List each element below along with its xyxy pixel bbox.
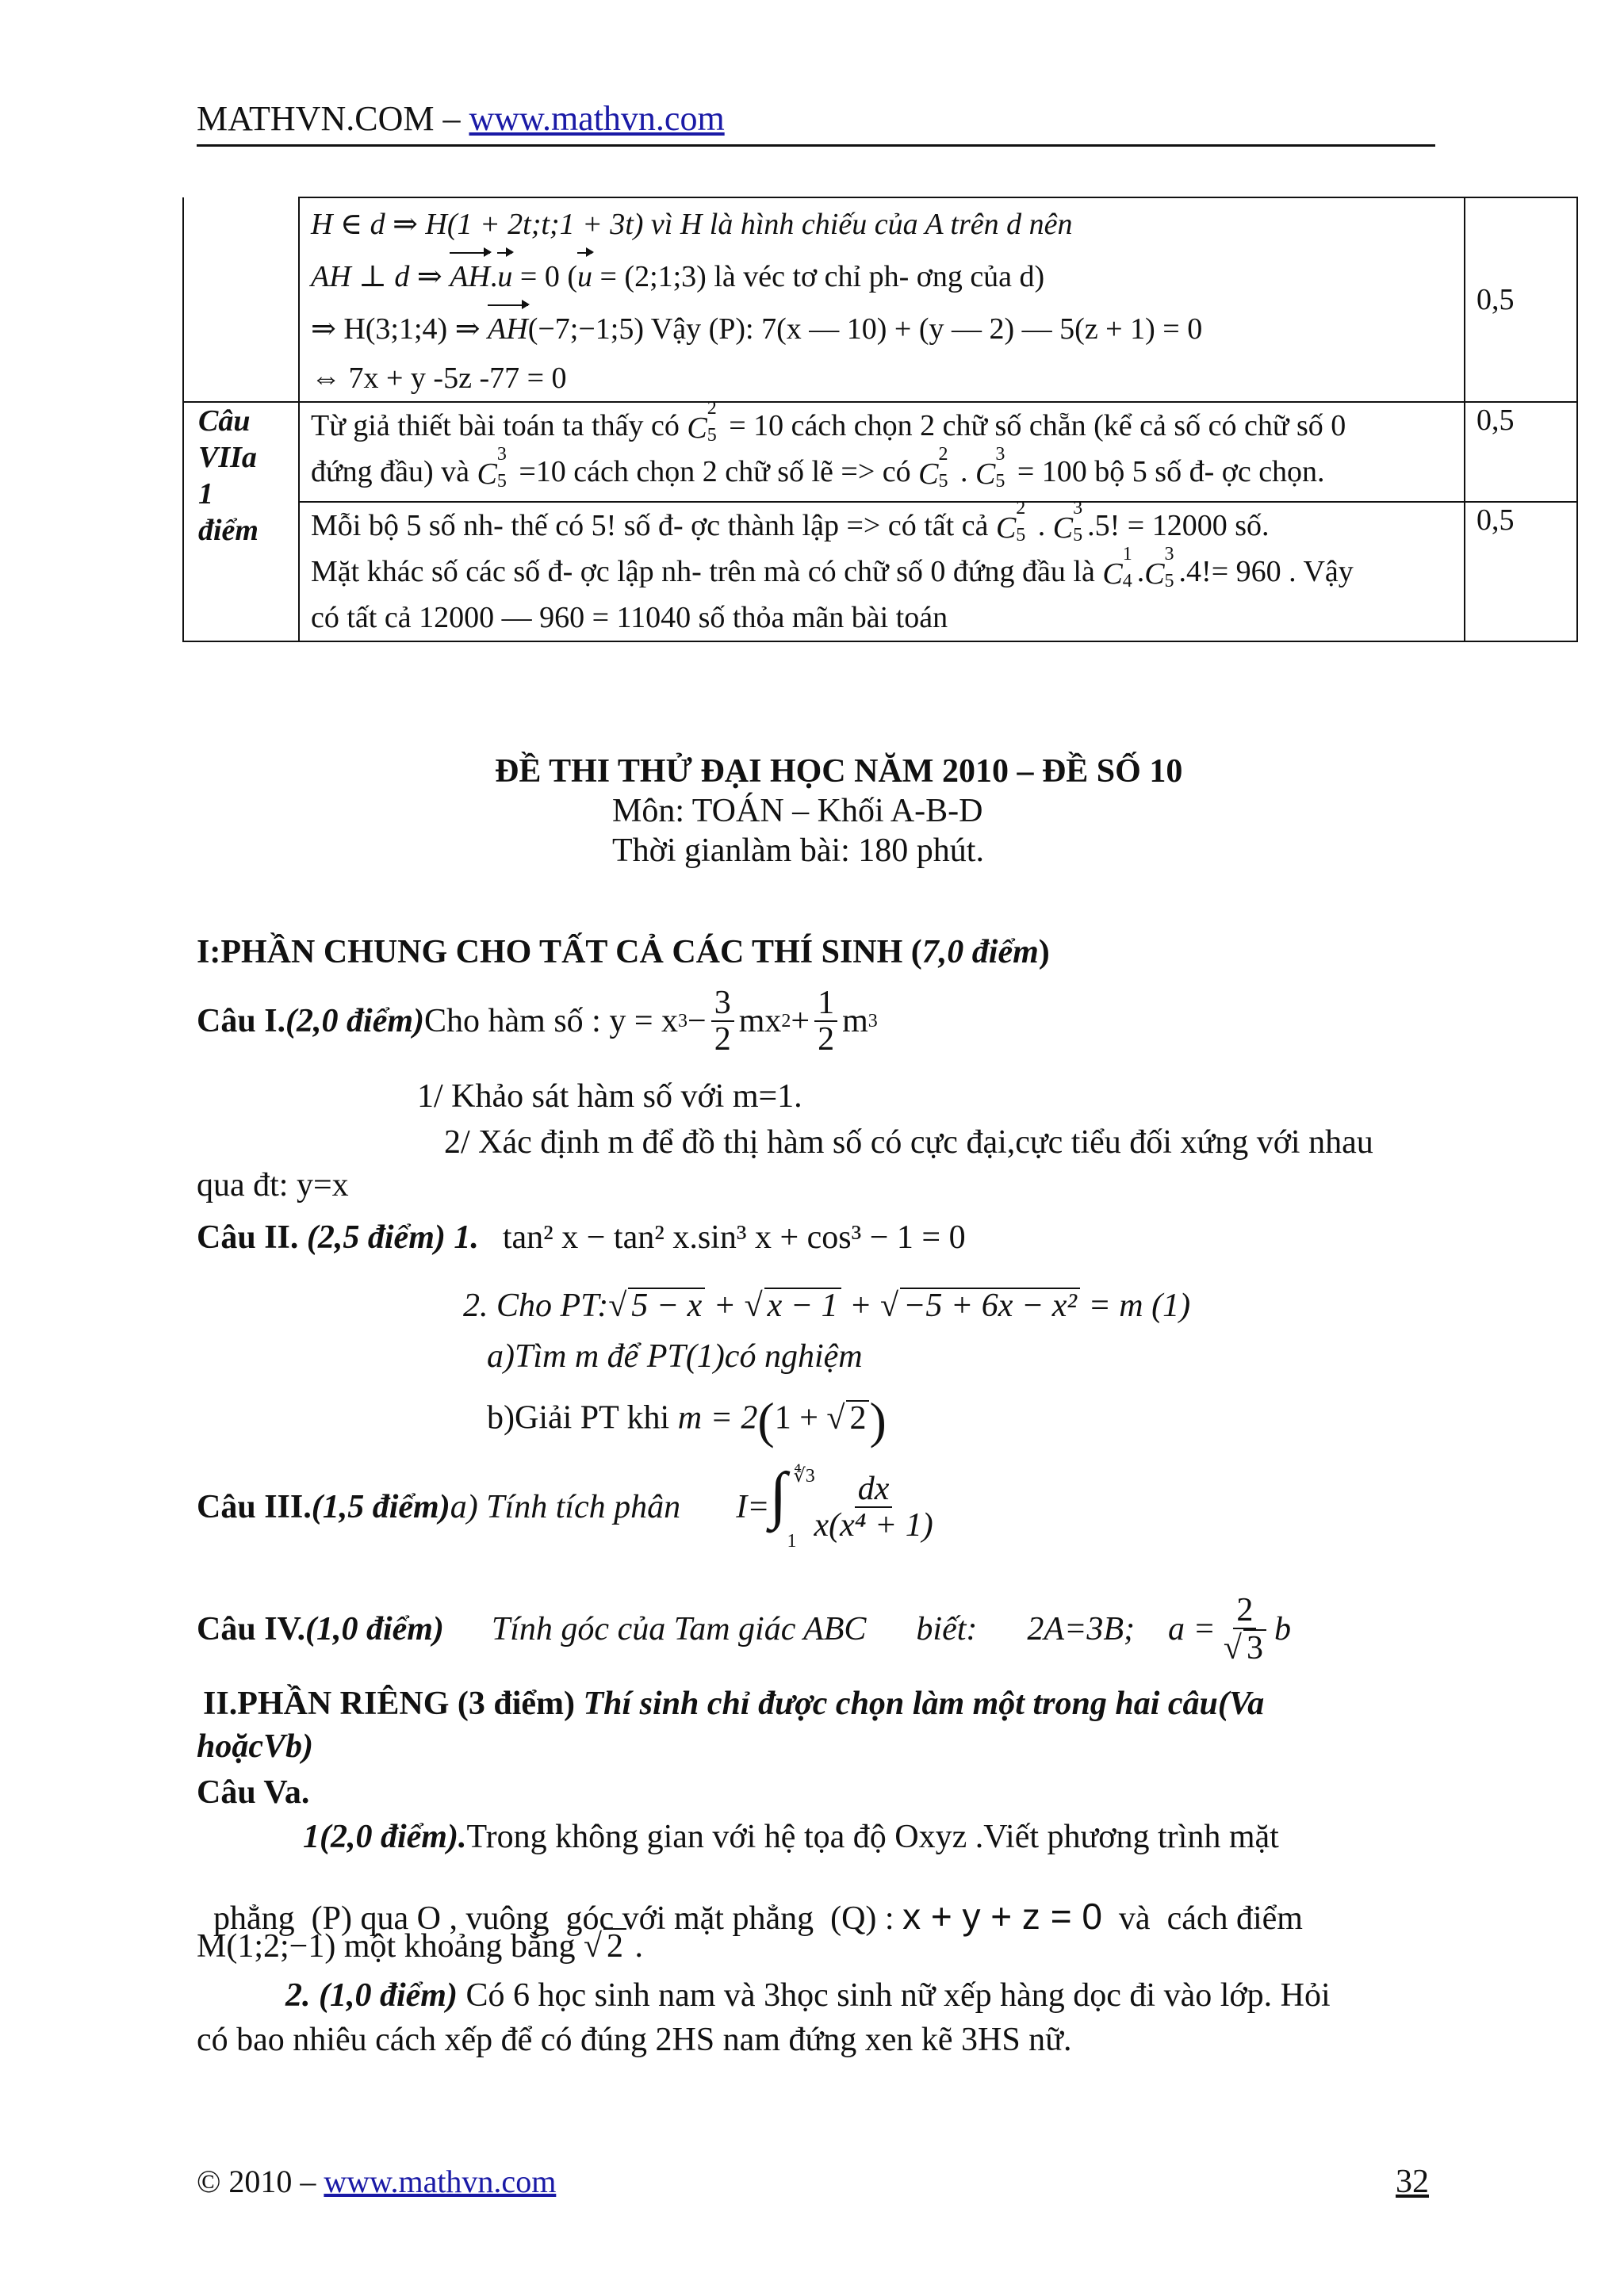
va-question-1-line2: phẳng (P) qua O , vuông góc với mặt phẳng (Q) : x + y + z = 0 và cách điểm	[213, 1896, 1303, 1937]
va-question-2: 2. (1,0 điểm) Có 6 học sinh nam và 3học sinh nữ xếp hàng dọc đi vào lớp. Hỏi	[285, 1977, 1331, 2014]
solution-line: H ∈ d ⇒ H(1 + 2t;t;1 + 3t) vì H là hình chiếu của A trên d nên	[311, 208, 1073, 241]
solution-line: Từ giả thiết bài toán ta thấy có C 2 5 = 10 cách chọn 2 chữ số chẵn (kể cả số có chữ số 0	[311, 398, 1346, 446]
table-row	[183, 402, 1577, 502]
solution-line: ⇒ H(3;1;4) ⇒ AH(−7;−1;5) Vậy (P): 7(x — 10) + (y — 2) — 5(z + 1) = 0	[311, 303, 1453, 355]
score: 0,5	[1477, 503, 1515, 537]
fraction: 2 √ 3	[1220, 1593, 1270, 1666]
solution-line: AH ⊥ d ⇒ AH.u = 0 (u = (2;1;3) là véc tơ chỉ ph- ơng của d)	[311, 251, 1453, 303]
fraction: $\frac{3}{2}$	[711, 985, 734, 1057]
q2-part2: 2. Cho PT:√ 5 − x + √ x − 1 + √ −5 + 6x − x² = m (1)	[463, 1288, 1190, 1322]
answer-table	[182, 197, 1578, 642]
q2-part-a: a)Tìm m để PT(1)có nghiệm	[487, 1338, 863, 1375]
page-header	[197, 98, 725, 139]
score: 0,5	[1477, 283, 1515, 316]
fraction: $\frac{1}{2}$	[814, 985, 837, 1057]
footer-copyright: © 2010 –	[197, 2164, 324, 2199]
exam-time: Thời gianlàm bài: 180 phút.	[612, 832, 984, 869]
solution-cell	[299, 197, 1465, 402]
score: 0,5	[1477, 404, 1515, 437]
question-2: Câu II. (2,5 điểm) 1. tan² x − tan² x.sin³ x + cos³ − 1 = 0	[197, 1219, 966, 1256]
question-4: Câu IV. (1,0 điểm) Tính góc của Tam giác ABC biết: 2A=3B; a = 2 √ 3 b	[197, 1586, 1291, 1673]
page-footer	[197, 2163, 556, 2200]
q1-part2: 2/ Xác định m để đồ thị hàm số có cực đại,cực tiểu đối xứng với nhau	[444, 1124, 1373, 1161]
exam-subject: Môn: TOÁN – Khối A-B-D	[612, 793, 983, 829]
header-link[interactable]: www.mathvn.com	[469, 99, 725, 138]
score-cell	[1465, 197, 1577, 402]
label-cell-empty	[183, 197, 299, 402]
section-va: Câu Va.	[197, 1774, 310, 1811]
solution-line: đứng đầu) và C 3 5 =10 cách chọn 2 chữ số lẽ => có C 2 5 . C 3 5 = 100 bộ 5 số đ- ợc chọn.	[311, 444, 1325, 492]
q1-part1: 1/ Khảo sát hàm số với m=1.	[417, 1078, 802, 1115]
header-site: MATHVN.COM –	[197, 99, 469, 138]
part2-heading-cont: hoặcVb)	[197, 1728, 313, 1765]
table-row	[183, 197, 1577, 402]
table-row	[183, 502, 1577, 641]
integral-sign: ∫ ∜3 1	[769, 1460, 815, 1552]
solution-line: Mỗi bộ 5 số nh- thế có 5! số đ- ợc thành lập => có tất cả C 2 5 . C 3 5 .5! = 12000 số.	[311, 498, 1270, 546]
solution-line: có tất cả 12000 — 960 = 11040 số thỏa mãn bài toán	[311, 601, 948, 634]
question-1: Câu I. (2,0 điểm) Cho hàm số : y = x 3 − $\frac{3}{2}$ mx 2 + $\frac{1}{2}$ m 3	[197, 984, 878, 1058]
question-label-cell: Câu VIIa 1 điểm	[183, 402, 299, 641]
page-number: 32	[1396, 2164, 1429, 2200]
score-cell	[1465, 402, 1577, 502]
solution-line: ⇔ 7x + y -5z -77 = 0	[311, 362, 567, 395]
question-3: Câu III. (1,5 điểm) a) Tính tích phân I= ∫ ∜3 1 $\frac{dx}{\text{x(x⁴ + 1)}}$	[197, 1464, 941, 1551]
va-question-2-line2: có bao nhiêu cách xếp để có đúng 2HS nam đứng xen kẽ 3HS nữ.	[197, 2022, 1072, 2058]
fraction: $\frac{dx}{\text{x(x⁴ + 1)}}$	[814, 1470, 933, 1544]
solution-cell	[299, 498, 1465, 641]
part1-heading: I:PHẦN CHUNG CHO TẤT CẢ CÁC THÍ SINH (7,0 điểm)	[197, 934, 1050, 970]
score-cell	[1465, 502, 1577, 641]
header-divider	[197, 144, 1435, 147]
q1-part2-cont: qua đt: y=x	[197, 1167, 349, 1203]
solution-line: Mặt khác số các số đ- ợc lập nh- trên mà có chữ số 0 đứng đầu là C 1 4 .C 3 5 .4!= 960 . Vậy	[311, 544, 1354, 592]
exam-title: ĐỀ THI THỬ ĐẠI HỌC NĂM 2010 – ĐỀ SỐ 10	[495, 753, 1183, 790]
q2-part-b: b)Giải PT khi m = 2(1 + √ 2)	[487, 1395, 887, 1446]
va-question-1-line3: M(1;2;−1) một khoảng bằng √ 2 .	[197, 1928, 643, 1963]
solution-cell	[299, 398, 1465, 502]
part2-heading: II.PHẦN RIÊNG (3 điểm) Thí sinh chỉ được chọn làm một trong hai câu(Va	[203, 1686, 1265, 1722]
va-question-1: 1(2,0 điểm).Trong không gian với hệ tọa độ Oxyz .Viết phương trình mặt	[303, 1819, 1279, 1855]
footer-link[interactable]: www.mathvn.com	[324, 2164, 557, 2199]
